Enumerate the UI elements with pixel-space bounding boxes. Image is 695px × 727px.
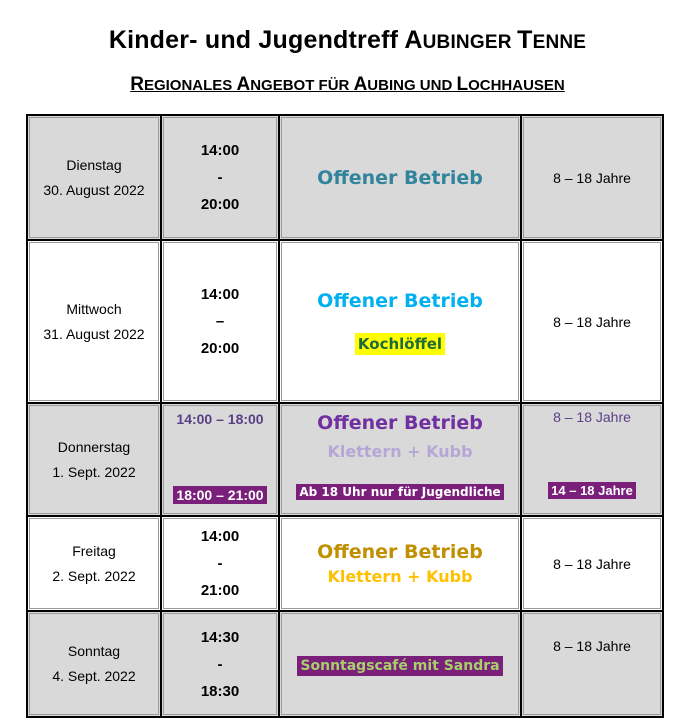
day-cell [27,516,161,611]
subtitle-text: OCHHAUSEN [468,77,565,94]
time-separator: - [217,555,223,572]
table-row [27,403,663,516]
time-start: 14:00 [200,142,240,159]
title-text: T [517,26,533,54]
title-text: UBINGER [422,32,518,53]
subtitle-text: A [236,74,251,95]
time-end: 20:00 [200,196,240,213]
day-date: 4. Sept. 2022 [52,668,136,684]
time-start: 14:30 [200,628,240,646]
day-cell [27,115,161,240]
title-text: Kinder- und Jugendtreff [108,26,405,54]
time-start: 14:00 [200,286,240,303]
time-cell [161,240,279,403]
day-date: 1. Sept. 2022 [52,463,136,480]
activity-title: Offener Betrieb [317,290,483,312]
table-row [27,516,663,611]
activity-extra: Kochlöffel [355,333,445,355]
time-separator: - [217,655,223,673]
subtitle-text: L [456,74,469,95]
day-name: Freitag [72,542,116,559]
activity-note: Ab 18 Uhr nur für Jugendliche [296,484,503,500]
schedule-table [26,114,664,718]
time-slot-1: 14:00 – 18:00 [176,411,264,427]
activity-extra: Klettern + Kubb [327,442,473,461]
time-start: 14:00 [200,528,240,545]
time-separator: – [215,313,225,330]
day-name: Dienstag [66,156,122,173]
age-cell [521,611,663,717]
activity-cell [279,516,521,611]
activity-title: Offener Betrieb [317,412,483,434]
age-range-1: 8 – 18 Jahre [553,409,631,425]
day-cell [27,240,161,403]
table-row [27,240,663,403]
time-slot-2: 18:00 – 21:00 [173,486,266,504]
day-date: 30. August 2022 [43,181,145,198]
age-cell [521,403,663,516]
time-end: 20:00 [200,340,240,357]
age-range: 8 – 18 Jahre [553,555,631,572]
age-cell [521,115,663,240]
age-range-2: 14 – 18 Jahre [548,482,636,499]
activity-title: Offener Betrieb [317,541,483,563]
age-range: 8 – 18 Jahre [553,638,631,654]
subtitle-text: R [130,74,144,95]
subtitle-text: NGEBOT FÜR [250,77,354,94]
age-range: 8 – 18 Jahre [553,313,631,330]
day-cell [27,611,161,717]
activity-title: Sonntagscafé mit Sandra [297,656,502,676]
time-end: 21:00 [200,582,240,599]
time-end: 18:30 [200,682,240,700]
activity-extra: Klettern + Kubb [327,567,473,586]
age-cell [521,516,663,611]
time-cell [161,403,279,516]
subtitle-text: UBING UND [367,77,457,94]
activity-cell [279,240,521,403]
activity-cell [279,403,521,516]
title-text: ENNE [532,32,587,53]
day-date: 2. Sept. 2022 [52,567,136,584]
subtitle-text: A [353,74,368,95]
time-separator: - [217,169,223,186]
day-name: Sonntag [67,643,121,659]
time-cell [161,611,279,717]
day-date: 31. August 2022 [43,325,145,342]
time-cell [161,115,279,240]
table-row [27,115,663,240]
page-subtitle [0,74,695,96]
title-text: A [404,26,423,54]
age-range: 8 – 18 Jahre [553,169,631,186]
activity-cell [279,115,521,240]
day-name: Mittwoch [66,300,122,317]
age-cell [521,240,663,403]
page-title [0,26,695,55]
day-cell [27,403,161,516]
activity-title: Offener Betrieb [317,166,483,189]
subtitle-text: EGIONALES [143,77,237,94]
time-cell [161,516,279,611]
activity-cell [279,611,521,717]
day-name: Donnerstag [57,438,131,455]
table-row [27,611,663,717]
